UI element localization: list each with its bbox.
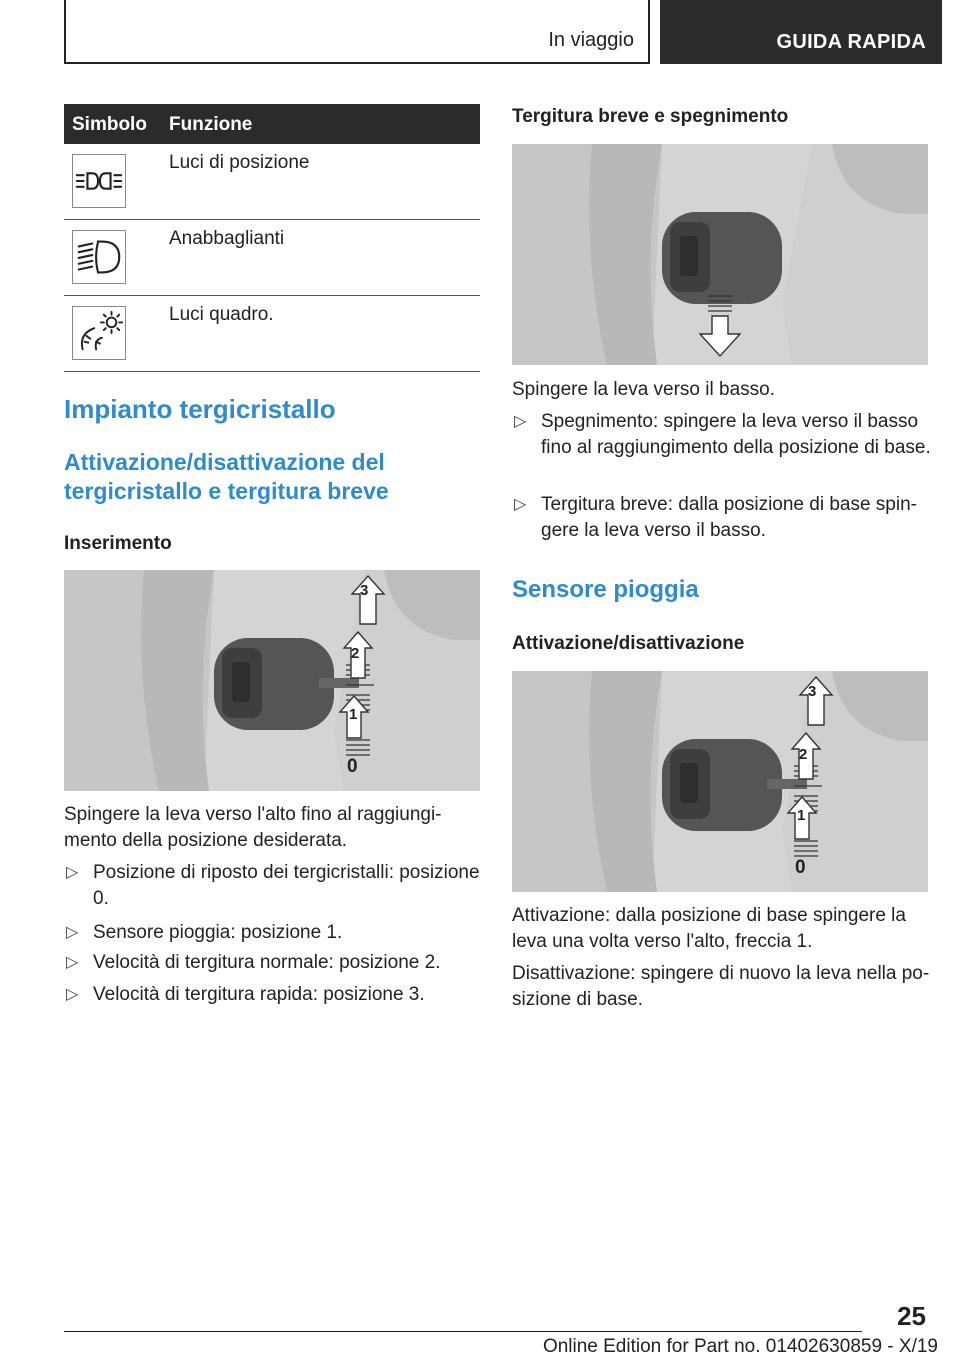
figure-label-2: 2 bbox=[799, 746, 808, 763]
rain-activation-text: Attivazione: dalla posizione di base spingere la leva una volta verso l'alto, freccia 1. bbox=[512, 905, 906, 952]
header-section-title: In viaggio bbox=[548, 29, 634, 51]
figure-label-3: 3 bbox=[360, 582, 369, 599]
list-item: ▷ Tergitura breve: dalla posizione di base spin-gere la leva verso il basso. bbox=[514, 494, 917, 541]
bullet-triangle-icon: ▷ bbox=[66, 954, 79, 971]
insert-instruction bbox=[64, 802, 480, 854]
bullet-triangle-icon: ▷ bbox=[66, 864, 79, 881]
bullet-triangle-icon: ▷ bbox=[514, 413, 527, 430]
wiper-lever-up-figure bbox=[64, 570, 480, 791]
instrument-lighting-icon bbox=[72, 306, 126, 360]
table-row bbox=[64, 144, 480, 220]
brief-wipe-heading: Tergitura breve e spegnimento bbox=[512, 106, 789, 127]
figure-label-0: 0 bbox=[795, 857, 806, 878]
rain-sensor-title: Sensore pioggia bbox=[512, 576, 699, 603]
insert-instruction-line2: mento della posizione desiderata. bbox=[64, 830, 348, 851]
col-function-header: Funzione bbox=[169, 114, 253, 135]
page-number: 25 bbox=[897, 1301, 926, 1331]
rain-deactivation-text: Disattivazione: spingere di nuovo la leva nella po-sizione di base. bbox=[512, 963, 930, 1010]
list-item: ▷ Velocità di tergitura normale: posizione 2. bbox=[64, 950, 484, 976]
wiper-title: Impianto tergicristallo bbox=[64, 394, 336, 424]
parking-lights-icon bbox=[72, 154, 126, 208]
bullet-triangle-icon: ▷ bbox=[66, 924, 79, 941]
bullet-triangle-icon: ▷ bbox=[514, 496, 527, 513]
function-label: Luci di posizione bbox=[169, 152, 310, 173]
list-item: ▷ Spegnimento: spingere la leva verso il basso fino al raggiungimento della posizione di base. bbox=[514, 411, 931, 458]
figure-label-1: 1 bbox=[797, 807, 806, 824]
table-header bbox=[64, 104, 480, 144]
bullet-triangle-icon: ▷ bbox=[66, 986, 79, 1003]
table-row bbox=[64, 220, 480, 296]
wiper-subtitle: Attivazione/disattivazione del tergicristallo e tergitura breve bbox=[64, 449, 389, 504]
figure-label-2: 2 bbox=[351, 645, 360, 662]
header-section-box bbox=[64, 0, 650, 64]
header-guide-title: GUIDA RAPIDA bbox=[776, 31, 926, 53]
list-item: ▷ Sensore pioggia: posizione 1. bbox=[64, 920, 484, 946]
symbol-table bbox=[64, 104, 480, 372]
header-guide-tab bbox=[660, 0, 942, 64]
insert-heading: Inserimento bbox=[64, 533, 172, 554]
function-label: Luci quadro. bbox=[169, 304, 274, 325]
wiper-lever-down-figure bbox=[512, 144, 928, 365]
insert-instruction-line1: Spingere la leva verso l'alto fino al raggiungi- bbox=[64, 804, 442, 825]
function-label: Anabbaglianti bbox=[169, 228, 285, 249]
table-row bbox=[64, 296, 480, 372]
rain-sensor-figure bbox=[512, 671, 928, 892]
figure-label-3: 3 bbox=[808, 683, 817, 700]
figure-label-0: 0 bbox=[347, 756, 358, 777]
footer-divider bbox=[64, 1331, 862, 1332]
rain-sensor-heading: Attivazione/disattivazione bbox=[512, 633, 745, 654]
list-item: ▷ Posizione di riposto dei tergicristalli: posizione 0. bbox=[66, 862, 480, 909]
list-item: ▷ Velocità di tergitura rapida: posizione 3. bbox=[64, 982, 484, 1008]
footer-edition: Online Edition for Part no. 01402630859 - X/19 bbox=[542, 1336, 938, 1357]
col-symbol-header: Simbolo bbox=[72, 114, 147, 135]
low-beam-icon bbox=[72, 230, 126, 284]
figure-label-1: 1 bbox=[349, 706, 358, 723]
brief-wipe-instruction: Spingere la leva verso il basso. bbox=[512, 379, 775, 400]
